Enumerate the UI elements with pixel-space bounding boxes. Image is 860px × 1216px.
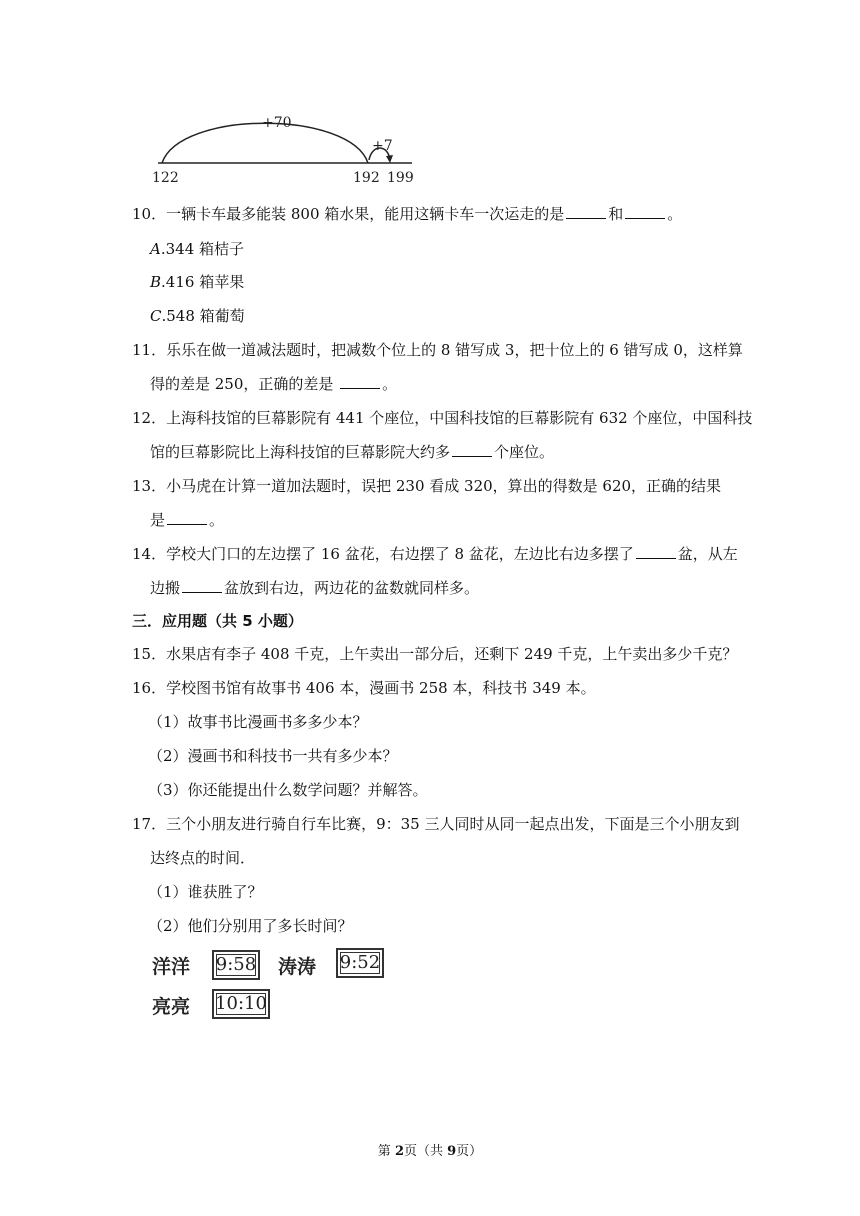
question-17-line1: 17．三个小朋友进行骑自行车比赛，9：35 三人同时从同一起点出发，下面是三个小朋友到	[132, 815, 740, 833]
question-12-line1: 12．上海科技馆的巨幕影院有 441 个座位，中国科技馆的巨幕影院有 632 个座位，中国科技	[132, 409, 753, 427]
answer-blank[interactable]	[636, 557, 676, 559]
answer-blank[interactable]	[625, 217, 665, 219]
question-10: 10．一辆卡车最多能装 800 箱水果，能用这辆卡车一次运走的是 和 。	[132, 205, 683, 223]
page-number: 2	[394, 1144, 404, 1159]
question-17-sub-1: （1）谁获胜了？	[148, 883, 263, 901]
name-taotao: 涛涛	[278, 956, 317, 978]
name-liangliang: 亮亮	[152, 996, 191, 1018]
option-a: A.344 箱桔子	[150, 240, 245, 258]
question-14-line2: 边搬 盆放到右边，两边花的盆数就同样多。	[150, 579, 480, 597]
question-14-line1: 14．学校大门口的左边摆了 16 盆花，右边摆了 8 盆花，左边比右边多摆了 盆，从左	[132, 545, 738, 563]
page-total: 9	[447, 1144, 457, 1159]
arc-small-label: +7	[372, 138, 393, 154]
question-12-line2: 馆的巨幕影院比上海科技馆的巨幕影院大约多 个座位。	[150, 443, 555, 461]
question-13-line1: 13．小马虎在计算一道加法题时，误把 230 看成 320，算出的得数是 620，正确的结果	[132, 477, 722, 495]
tick-label-122: 122	[152, 170, 179, 185]
question-11-line1: 11．乐乐在做一道减法题时，把减数个位上的 8 错写成 3，把十位上的 6 错写成 0，这样算	[132, 341, 743, 359]
question-17-line2: 达终点的时间．	[150, 849, 256, 867]
option-b: B.416 箱苹果	[150, 273, 245, 291]
answer-blank[interactable]	[452, 455, 492, 457]
question-15: 15．水果店有李子 408 千克，上午卖出一部分后，还剩下 249 千克，上午卖出多少千克？	[132, 645, 738, 663]
question-16-sub-3: （3）你还能提出什么数学问题？并解答。	[148, 781, 428, 799]
tick-label-199: 199	[387, 170, 414, 185]
answer-blank[interactable]	[340, 387, 380, 389]
answer-blank[interactable]	[167, 523, 207, 525]
question-11-line2: 得的差是 250，正确的差是 。	[150, 375, 398, 393]
section-heading: 三．应用题（共 5 小题）	[132, 612, 303, 630]
number-line-diagram	[150, 110, 420, 185]
page-footer: 第 2页（共 9页）	[377, 1144, 483, 1159]
arc-big-label: +70	[262, 115, 292, 131]
question-16-sub-1: （1）故事书比漫画书多多少本？	[148, 713, 368, 731]
option-c: C.548 箱葡萄	[150, 307, 245, 325]
answer-blank[interactable]	[566, 217, 606, 219]
question-17-sub-2: （2）他们分别用了多长时间？	[148, 917, 353, 935]
answer-blank[interactable]	[182, 591, 222, 593]
tick-label-192: 192	[353, 170, 380, 185]
name-yangyang: 洋洋	[152, 956, 191, 978]
arrow-head-icon	[386, 155, 393, 163]
time-yangyang: 9:58	[212, 950, 260, 980]
question-13-line2: 是 。	[150, 511, 225, 529]
time-taotao: 9:52	[336, 948, 384, 978]
time-liangliang: 10:10	[212, 989, 270, 1019]
question-16-sub-2: （2）漫画书和科技书一共有多少本？	[148, 747, 398, 765]
question-16-stem: 16．学校图书馆有故事书 406 本，漫画书 258 本，科技书 349 本。	[132, 679, 596, 697]
